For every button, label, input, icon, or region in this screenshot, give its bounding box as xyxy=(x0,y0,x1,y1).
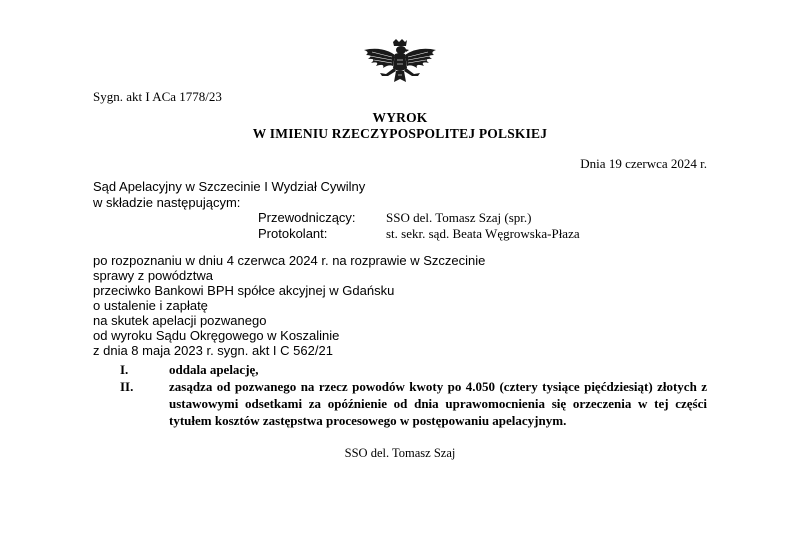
composition-intro: w składzie następującym: xyxy=(93,195,241,210)
judge-signature: SSO del. Tomasz Szaj xyxy=(344,446,456,460)
judgment-subtitle: W IMIENIU RZECZYPOSPOLITEJ POLSKIEJ xyxy=(252,126,548,141)
case-line: z dnia 8 maja 2023 r. sygn. akt I C 562/21 xyxy=(93,343,333,358)
polish-eagle-emblem-icon xyxy=(352,38,448,86)
case-line: na skutek apelacji pozwanego xyxy=(93,313,267,328)
case-line: przeciwko Bankowi BPH spółce akcyjnej w Gdańsku xyxy=(93,283,395,298)
composition-role-presiding: Przewodniczący: xyxy=(258,210,356,225)
court-line: Sąd Apelacyjny w Szczecinie I Wydział Cywilny xyxy=(93,179,366,194)
case-line: o ustalenie i zapłatę xyxy=(93,298,208,313)
ruling-number: II. xyxy=(120,379,134,394)
ruling-number: I. xyxy=(120,362,129,377)
composition-person-clerk: st. sekr. sąd. Beata Węgrowska-Płaza xyxy=(386,226,580,241)
case-line: sprawy z powództwa xyxy=(93,268,213,283)
judgment-title: WYROK xyxy=(372,110,428,125)
composition-role-clerk: Protokolant: xyxy=(258,226,328,241)
case-line: od wyroku Sądu Okręgowego w Koszalinie xyxy=(93,328,340,343)
composition-person-presiding: SSO del. Tomasz Szaj (spr.) xyxy=(386,210,532,225)
case-signature: Sygn. akt I ACa 1778/23 xyxy=(93,89,222,104)
case-line: po rozpoznaniu w dniu 4 czerwca 2024 r. na rozprawie w Szczecinie xyxy=(93,253,486,268)
ruling-text: zasądza od pozwanego na rzecz powodów kwoty po 4.050 (cztery tysiące pięćdziesiąt) złotych z ustawowymi odsetkami za opóźnienie od dnia uprawomocnienia się orzeczenia w tej części tytułem kosztów zastępstwa procesowego w postępowaniu apelacyjnym. xyxy=(169,379,707,428)
ruling-text: oddala apelację, xyxy=(169,362,259,377)
judgment-date: Dnia 19 czerwca 2024 r. xyxy=(580,156,707,171)
